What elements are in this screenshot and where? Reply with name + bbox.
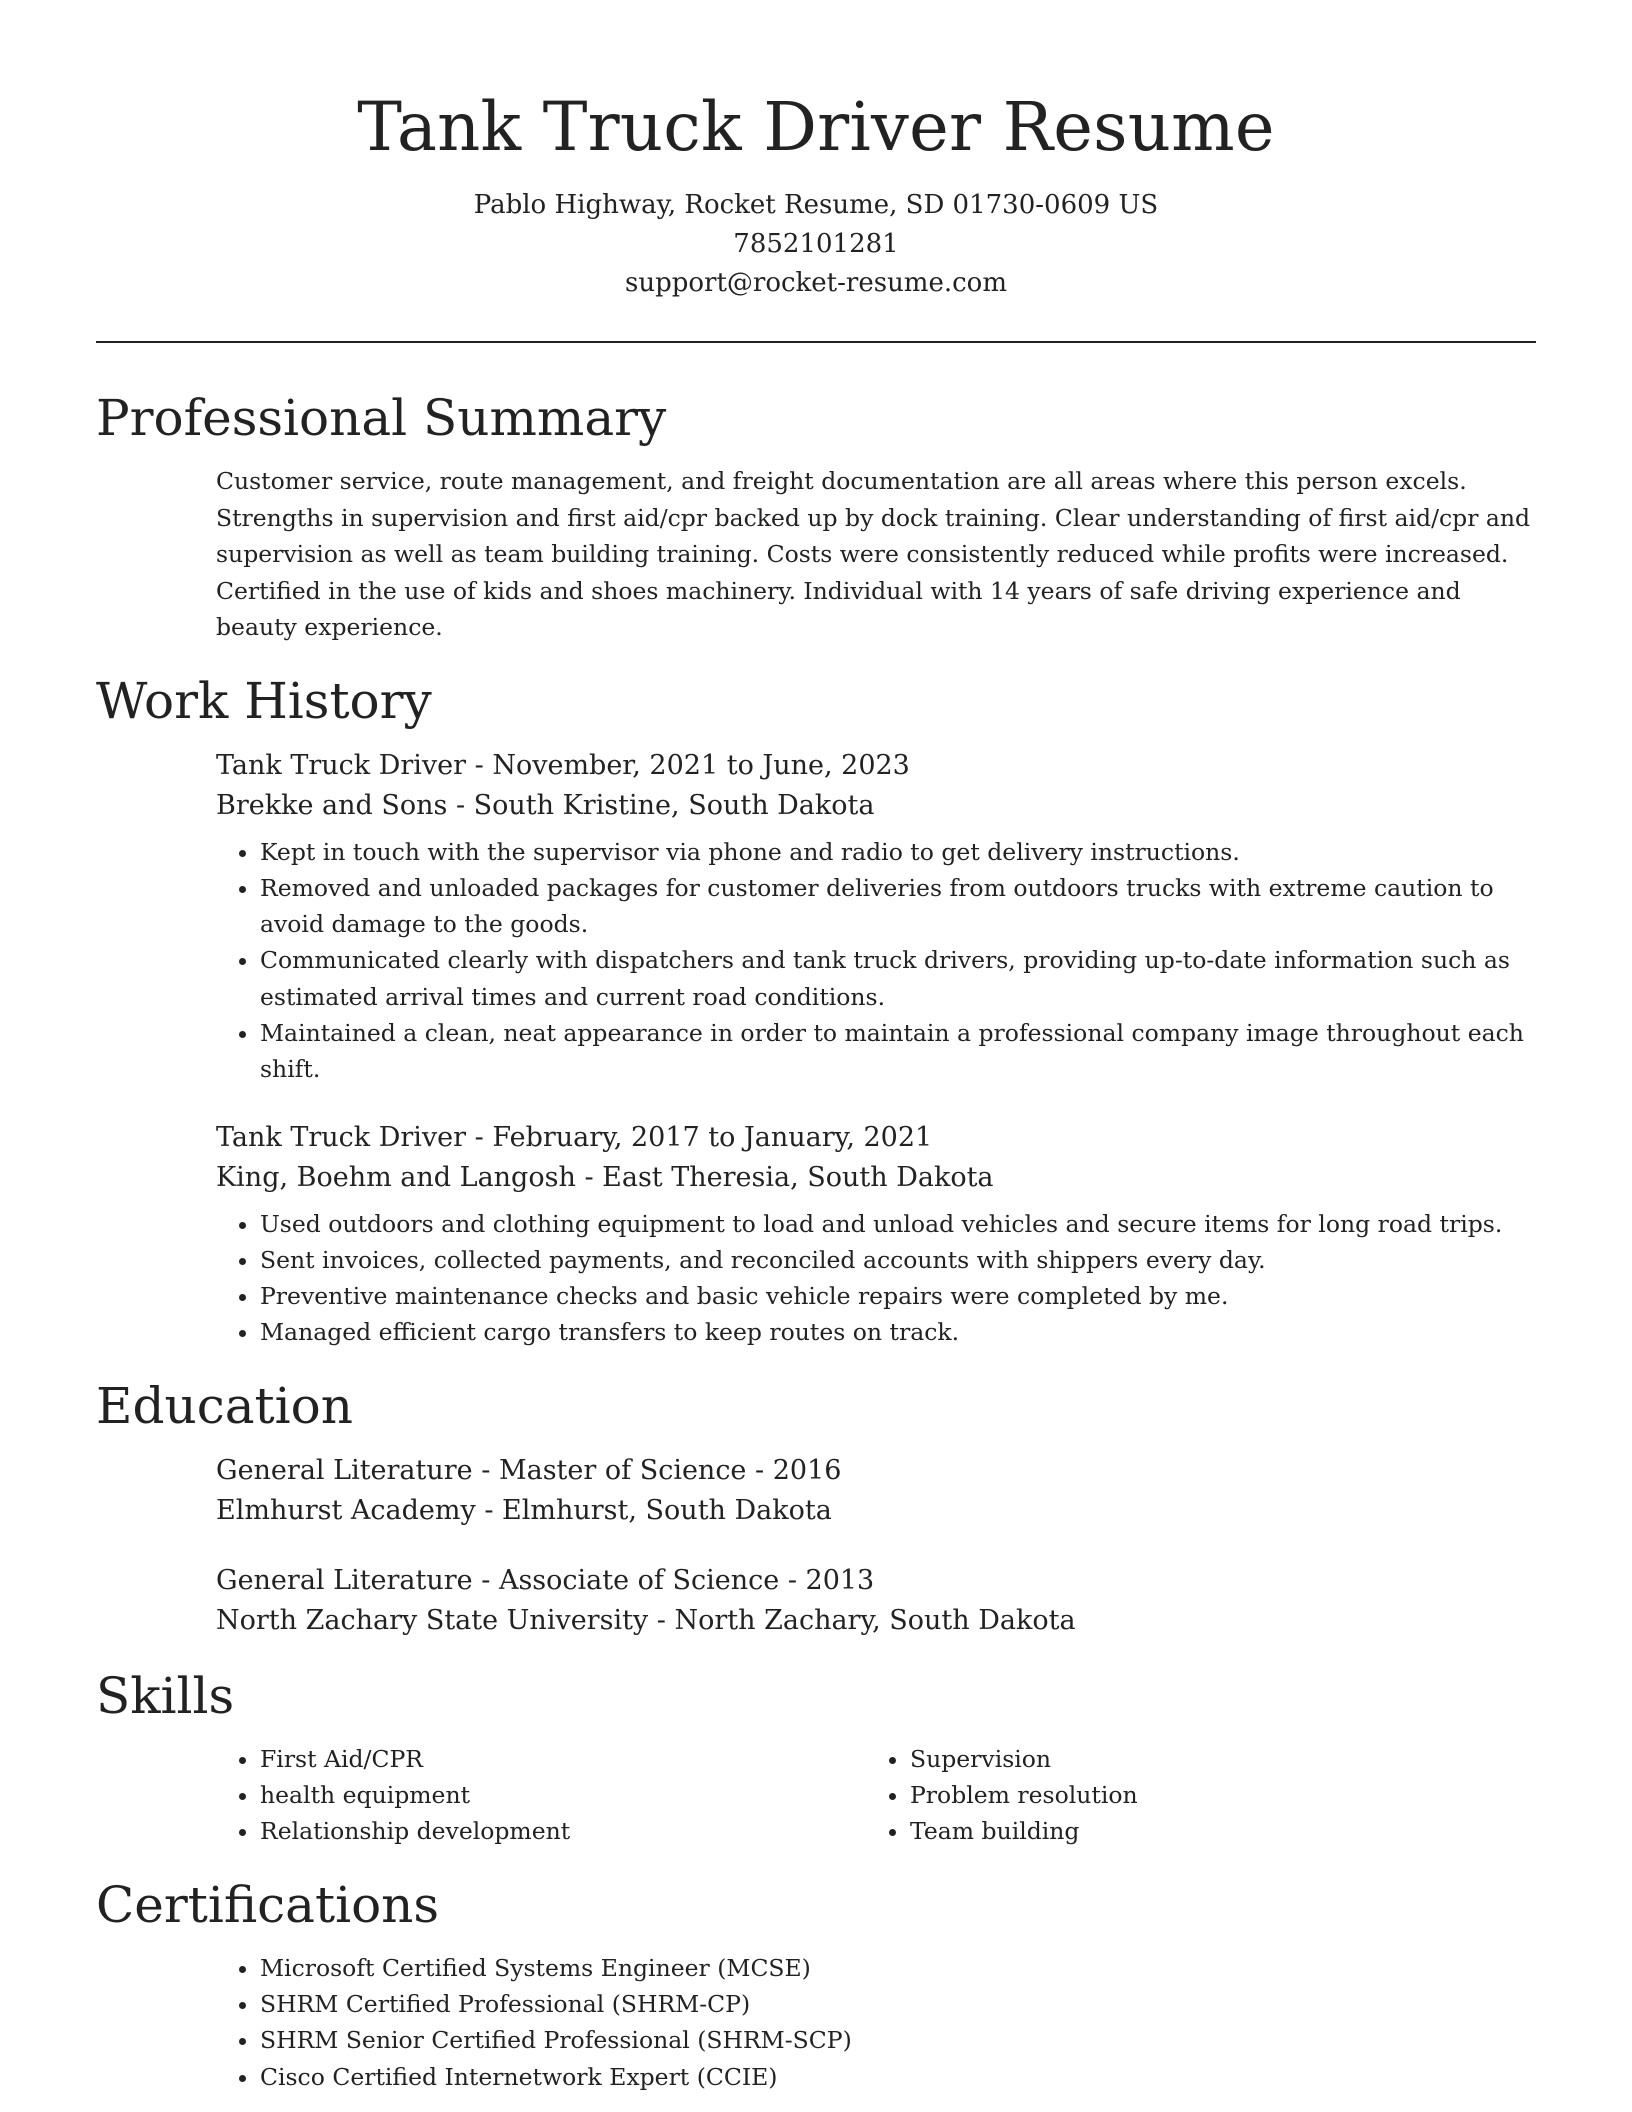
education-degree: General Literature - Associate of Science	[216, 1564, 780, 1596]
skill-item: • Problem resolution	[910, 1777, 1466, 1813]
job-title-line	[216, 746, 1536, 786]
job-duty: • Used outdoors and clothing equipment to load and unload vehicles and secure items for long road trips.	[260, 1206, 1536, 1242]
skill-item: • health equipment	[260, 1777, 866, 1813]
job-entry	[216, 1118, 1536, 1351]
job-duty: • Maintained a clean, neat appearance in order to maintain a professional company image throughout each shift.	[260, 1015, 1536, 1088]
job-title-line	[216, 1118, 1536, 1158]
certifications-list	[216, 1950, 1536, 2095]
education-school: Elmhurst Academy	[216, 1494, 476, 1526]
education-year: - 2016	[746, 1454, 842, 1486]
education-year: - 2013	[779, 1564, 875, 1596]
job-company-line	[216, 1158, 1536, 1198]
education-school: North Zachary State University	[216, 1604, 649, 1636]
contact-address: Pablo Highway, Rocket Resume, SD 01730-0609 US	[473, 190, 1159, 220]
certifications-heading: Certifications	[96, 1875, 440, 1934]
certifications-section	[96, 1872, 1536, 2095]
summary-section	[96, 385, 1536, 646]
skill-item: • First Aid/CPR	[260, 1741, 866, 1777]
education-location: - North Zachary, South Dakota	[648, 1604, 1076, 1636]
job-duty: • Sent invoices, collected payments, and reconciled accounts with shippers every day.	[260, 1242, 1536, 1278]
summary-heading: Professional Summary	[96, 389, 667, 447]
job-company: Brekke and Sons	[216, 789, 448, 821]
work-history-heading: Work History	[96, 671, 432, 730]
job-entry	[216, 746, 1536, 1088]
resume-title: Tank Truck Driver Resume	[357, 88, 1275, 166]
certification-item: • SHRM Senior Certified Professional (SHRM-SCP)	[260, 2022, 1536, 2058]
education-location: - Elmhurst, South Dakota	[475, 1494, 832, 1526]
education-entry	[216, 1561, 1536, 1641]
education-section	[96, 1373, 1536, 1641]
summary-text: Customer service, route management, and freight documentation are all areas where this person excels. Strengths in supervision and first aid/cpr backed up by dock training. Clear understanding of first aid/cpr and supervision as well as team building training. Costs were consistently reduced while profits were increased. Certified in the use of kids and shoes machinery. Individual with 14 years of safe driving experience and beauty experience.	[216, 467, 1531, 641]
education-school-line	[216, 1491, 1536, 1531]
work-history-section	[96, 668, 1536, 1351]
skills-section	[96, 1663, 1536, 1850]
certification-item: • Microsoft Certified Systems Engineer (MCSE)	[260, 1950, 1536, 1986]
job-location: - South Kristine, South Dakota	[447, 789, 875, 821]
certifications-block	[216, 1950, 1536, 2095]
contact-block	[96, 186, 1536, 303]
certification-item: • SHRM Certified Professional (SHRM-CP)	[260, 1986, 1536, 2022]
skills-list	[216, 1741, 866, 1850]
job-duty: • Preventive maintenance checks and basic vehicle repairs were completed by me.	[260, 1278, 1536, 1314]
resume-page	[96, 0, 1536, 2095]
job-duties-list	[216, 834, 1536, 1088]
job-company: King, Boehm and Langosh	[216, 1161, 576, 1193]
contact-phone: 7852101281	[733, 229, 899, 259]
job-duty: • Communicated clearly with dispatchers and tank truck drivers, providing up-to-date information such as estimated arrival times and current road conditions.	[260, 942, 1536, 1015]
job-location: - East Theresia, South Dakota	[575, 1161, 994, 1193]
job-duty: • Removed and unloaded packages for customer deliveries from outdoors trucks with extreme caution to avoid damage to the goods.	[260, 870, 1536, 943]
job-role: Tank Truck Driver	[216, 749, 467, 781]
skills-columns	[216, 1741, 1536, 1850]
skills-heading: Skills	[96, 1666, 235, 1725]
skills-column	[216, 1741, 866, 1850]
education-entry	[216, 1451, 1536, 1531]
job-dates: - February, 2017 to January, 2021	[466, 1121, 933, 1153]
skill-item: • Relationship development	[260, 1813, 866, 1849]
contact-email: support@rocket-resume.com	[624, 268, 1007, 298]
education-degree-line	[216, 1561, 1536, 1601]
skills-column	[866, 1741, 1466, 1850]
skills-list	[866, 1741, 1466, 1850]
job-role: Tank Truck Driver	[216, 1121, 467, 1153]
job-duties-list	[216, 1206, 1536, 1351]
education-school-line	[216, 1601, 1536, 1641]
skill-item: • Supervision	[910, 1741, 1466, 1777]
education-heading: Education	[96, 1376, 353, 1435]
education-degree-line	[216, 1451, 1536, 1491]
education-degree: General Literature - Master of Science	[216, 1454, 747, 1486]
job-dates: - November, 2021 to June, 2023	[466, 749, 910, 781]
job-company-line	[216, 786, 1536, 826]
skill-item: • Team building	[910, 1813, 1466, 1849]
header-divider	[96, 341, 1536, 343]
job-duty: • Kept in touch with the supervisor via phone and radio to get delivery instructions.	[260, 834, 1536, 870]
job-duty: • Managed efficient cargo transfers to keep routes on track.	[260, 1314, 1536, 1350]
certification-item: • Cisco Certified Internetwork Expert (CCIE)	[260, 2059, 1536, 2095]
resume-header	[96, 0, 1536, 303]
